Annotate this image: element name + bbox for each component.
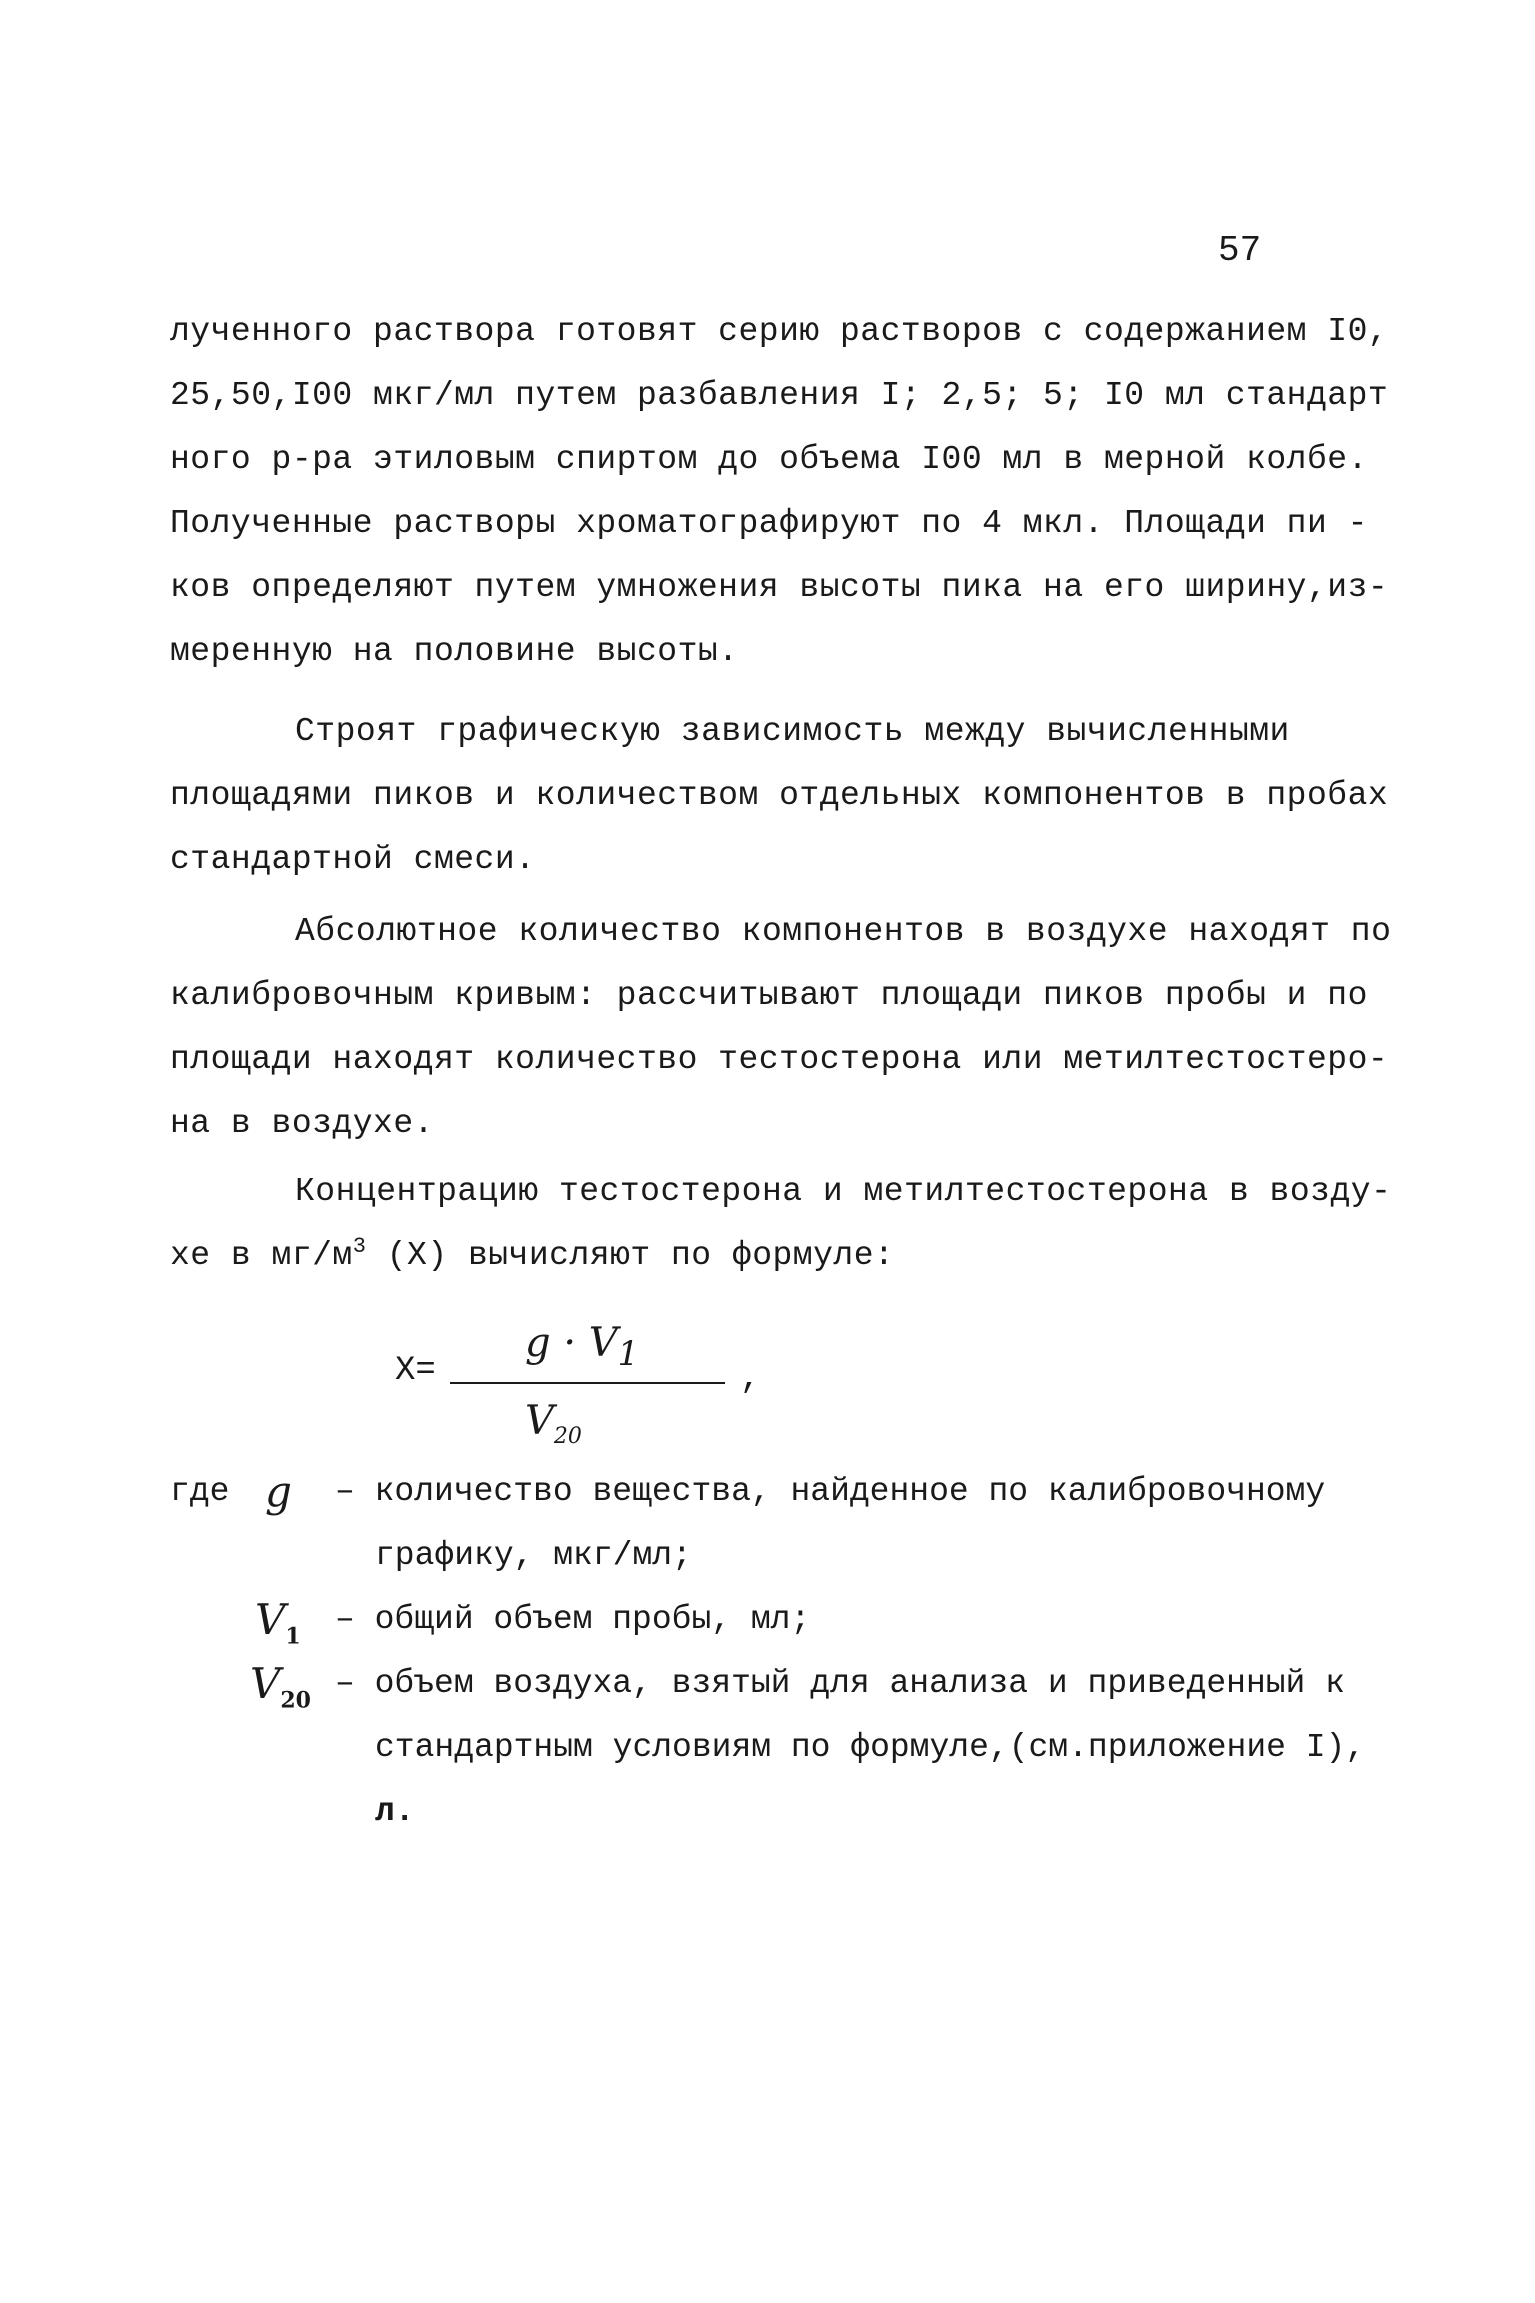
formula-numerator-text: g · V [525,1320,618,1366]
text-line: на в воздухе. [170,1105,434,1142]
symbol-text: V [255,1595,286,1644]
text-line: ного р-ра этиловым спиртом до объема I00 мл в мерной колбе. [170,441,1368,478]
text-line: меренную на половине высоты. [170,633,739,670]
text-fragment: хе в мг/м [170,1237,353,1274]
text-line: площадями пиков и количеством отдельных компонентов в пробах [170,777,1389,814]
definition-row [170,1460,1370,1524]
formula-denominator [525,1398,582,1449]
text-line [170,1224,1360,1288]
text-line: ков определяют путем умножения высоты пика на его ширину,из- [170,569,1389,606]
text-line: Строят графическую зависимость между вычисленными [295,713,1290,750]
formula-denominator-text: V [525,1398,554,1444]
paragraph-absolute-amount [170,900,1392,1156]
definition-continuation: графику, мкг/мл; [375,1537,692,1574]
formula-numerator-subscript: 1 [617,1334,639,1373]
paragraph-concentration [170,1160,1392,1288]
formula-trailing: , [740,1360,761,1398]
concentration-formula [395,1320,815,1450]
paragraph-preparation [170,300,1389,684]
text-line: Абсолютное количество компонентов в воздухе находят по [295,913,1392,950]
variable-definitions [170,1460,1370,1844]
text-line: лученного раствора готовят серию растворов с содержанием I0, [170,313,1389,350]
formula-numerator [525,1320,639,1373]
text-line: стандартной смеси. [170,841,536,878]
definition-continuation-row [170,1716,1370,1780]
definition-continuation-row [170,1524,1370,1588]
symbol-subscript: 1 [285,1623,301,1650]
definition-text: – количество вещества, найденное по калибровочному [335,1473,1326,1510]
superscript: 3 [352,1234,367,1259]
symbol-subscript: 20 [280,1687,311,1714]
text-line: 25,50,I00 мкг/мл путем разбавления I; 2,5; 5; I0 мл стандарт [170,377,1389,414]
definition-row [170,1652,1370,1716]
text-line: калибровочным кривым: рассчитывают площади пиков пробы и по [170,977,1368,1014]
symbol-text: g [265,1467,292,1516]
fraction-bar [450,1382,725,1384]
page-number: 57 [1218,230,1262,271]
formula-lhs: Х= [395,1352,436,1390]
definition-text: – объем воздуха, взятый для анализа и приведенный к [335,1665,1345,1702]
definition-continuation: стандартным условиям по формуле,(см.приложение I), [375,1729,1366,1766]
text-fragment: (Х) вычисляют по формуле: [366,1237,895,1274]
definition-text: – общий объем пробы, мл; [335,1601,811,1638]
formula-denominator-subscript: 20 [553,1424,582,1449]
definition-lead: где [170,1473,230,1510]
definition-final: л. [375,1793,415,1830]
symbol-text: V [250,1659,281,1708]
text-line: площади находят количество тестостерона или метилтестостеро- [170,1041,1389,1078]
definition-row [170,1588,1370,1652]
definition-continuation-row [170,1780,1370,1844]
paragraph-calibration [170,700,1389,892]
text-line: Концентрацию тестостерона и метилтестостерона в возду- [295,1173,1392,1210]
definition-symbol [265,1460,292,1524]
text-line: Полученные растворы хроматографируют по 4 мкл. Площади пи - [170,505,1368,542]
